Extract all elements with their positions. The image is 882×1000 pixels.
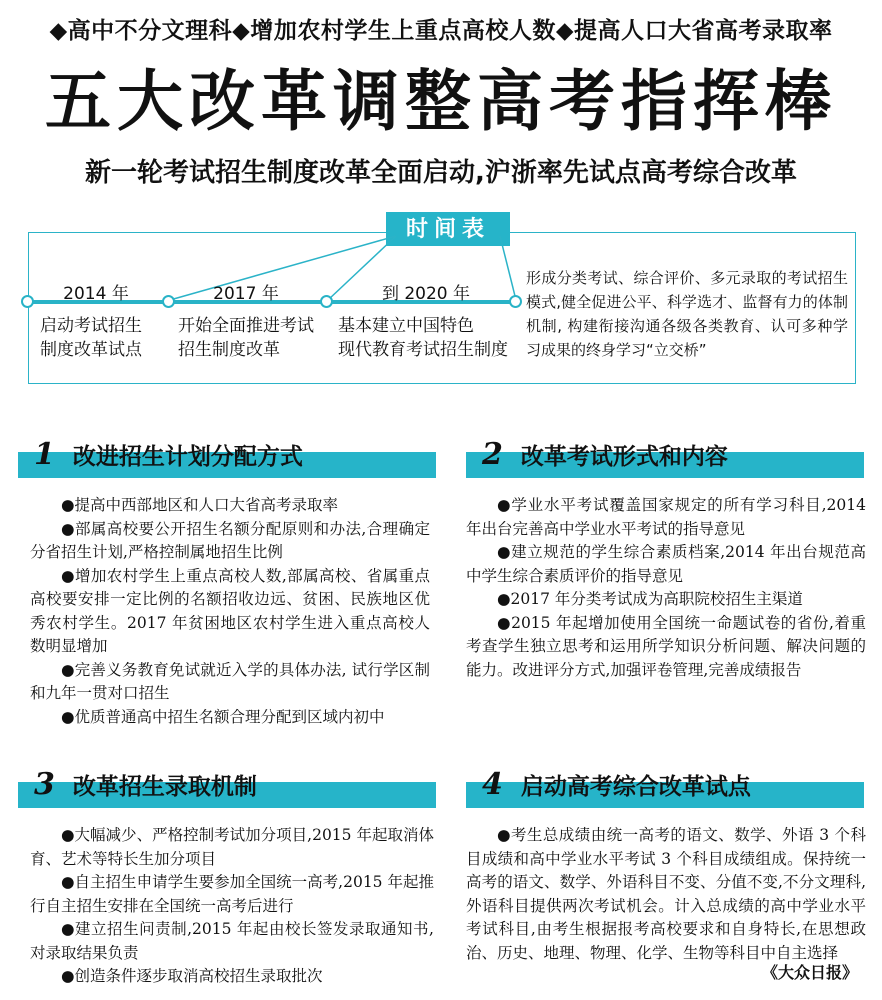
main-title: 五大改革调整高考指挥棒 <box>45 63 837 140</box>
bullet-item: ●建立规范的学生综合素质档案,2014 年出台规范高中学生综合素质评价的指导意见 <box>466 543 866 585</box>
source-credit: 《大众日报》 <box>762 963 859 982</box>
section-4-title <box>482 768 751 804</box>
section-2-title <box>482 438 728 474</box>
section-1-body <box>30 494 430 729</box>
section-title-text: 改革招生录取机制 <box>72 773 257 800</box>
bullet-item: ●完善义务教育免试就近入学的具体办法, 试行学区制和九年一贯对口招生 <box>30 660 430 702</box>
timeline-desc-2020 <box>338 314 508 362</box>
timeline-desc-line: 基本建立中国特色 <box>338 316 474 336</box>
section-number: 1 <box>34 437 55 472</box>
timeline-badge: 时间表 <box>386 212 510 246</box>
section-3-body <box>30 824 434 989</box>
headline-tags: ◆高中不分文理科◆增加农村学生上重点高校人数◆提高人口大省高考录取率 <box>49 18 833 44</box>
section-4-body <box>466 824 866 965</box>
timeline-year-2020: 到 2020 年 <box>381 284 471 304</box>
section-number: 3 <box>34 767 55 802</box>
timeline-desc-line: 现代教育考试招生制度 <box>338 340 508 360</box>
subtitle: 新一轮考试招生制度改革全面启动,沪浙率先试点高考综合改革 <box>85 158 797 188</box>
bullet-item: ●自主招生申请学生要参加全国统一高考,2015 年起推行自主招生安排在全国统一高考后进行 <box>30 873 434 915</box>
bullet-item: ●提高中西部地区和人口大省高考录取率 <box>61 496 339 514</box>
timeline-dot-2014 <box>162 295 175 308</box>
bullet-item: ●部属高校要公开招生名额分配原则和办法,合理确定分省招生计划,严格控制属地招生比例 <box>30 519 430 561</box>
timeline-dot-2017 <box>320 295 333 308</box>
timeline-dot-2020 <box>509 295 522 308</box>
section-3-title <box>34 768 257 804</box>
section-title-text: 改革考试形式和内容 <box>520 443 728 470</box>
timeline-goal: 形成分类考试、综合评价、多元录取的考试招生模式,健全促进公平、科学选才、监督有力的体制机制, 构建衔接沟通各级各类教育、认可多种学习成果的终身学习“立交桥” <box>526 269 848 359</box>
timeline-desc-2017 <box>178 314 314 362</box>
bullet-item: ●创造条件逐步取消高校招生录取批次 <box>61 967 323 985</box>
section-title-text: 改进招生计划分配方式 <box>72 443 303 470</box>
timeline-dot-start <box>21 295 34 308</box>
bullet-item: ●增加农村学生上重点高校人数,部属高校、省属重点高校要安排一定比例的名额招收边远、贫困、民族地区优秀农村学生。2017 年贫困地区农村学生进入重点高校人数明显增加 <box>30 566 430 655</box>
connector-2020 <box>500 236 516 300</box>
timeline-desc-line: 制度改革试点 <box>40 340 142 360</box>
section-number: 4 <box>482 767 503 802</box>
bullet-item: ●考生总成绩由统一高考的语文、数学、外语 3 个科目成绩和高中学业水平考试 3 个科目成绩组成。保持统一高考的语文、数学、外语科目不变、分值不变,不分文理科,外语科目提供两次考试机会。计入总成绩的高中学业水平考试科目,由考生根据报考高校要求和自身特长,在思想政治、历史、地理、物理、化学、生物等科目中自主选择 <box>466 826 866 962</box>
section-2-body <box>466 494 866 682</box>
bullet-item: ●大幅减少、严格控制考试加分项目,2015 年起取消体育、艺术等特长生加分项目 <box>30 826 434 868</box>
timeline-year-2014: 2014 年 <box>63 284 129 304</box>
timeline-desc-line: 招生制度改革 <box>178 340 280 360</box>
section-1-title <box>34 438 303 474</box>
bullet-item: ●优质普通高中招生名额合理分配到区域内初中 <box>61 707 385 726</box>
timeline-desc-line: 启动考试招生 <box>40 316 142 336</box>
bullet-item: ●2017 年分类考试成为高职院校招生主渠道 <box>497 590 803 608</box>
bullet-item: ●建立招生问责制,2015 年起由校长签发录取通知书,对录取结果负责 <box>30 920 434 962</box>
timeline-desc-2014 <box>40 314 142 362</box>
section-number: 2 <box>482 437 503 472</box>
section-title-text: 启动高考综合改革试点 <box>520 773 751 800</box>
bullet-item: ●学业水平考试覆盖国家规定的所有学习科目,2014 年出台完善高中学业水平考试的指导意见 <box>466 496 866 538</box>
timeline-desc-line: 开始全面推进考试 <box>178 316 314 336</box>
bullet-item: ●2015 年起增加使用全国统一命题试卷的省份,着重考查学生独立思考和运用所学知识分析问题、解决问题的能力。改进评分方式,加强评卷管理,完善成绩报告 <box>466 613 866 679</box>
timeline-year-2017: 2017 年 <box>213 284 279 304</box>
